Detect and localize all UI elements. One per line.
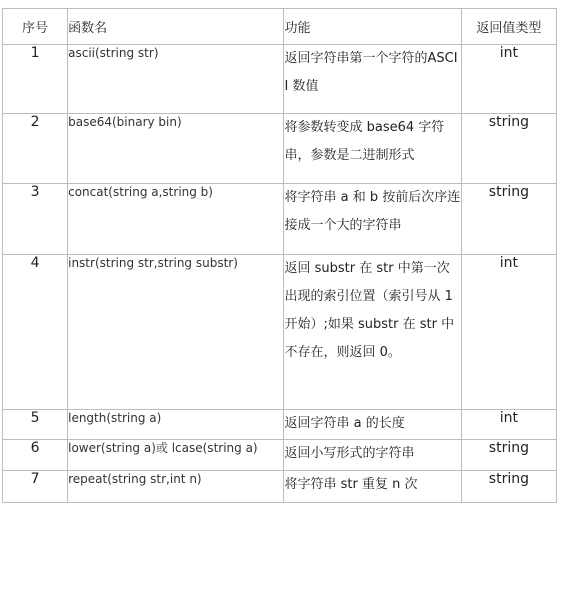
row-description: 将参数转变成 base64 字符串，参数是二进制形式 xyxy=(284,114,461,184)
row-function: length(string a) xyxy=(68,410,284,440)
table-body xyxy=(3,45,557,503)
table-row xyxy=(3,114,557,184)
row-description: 返回字符串 a 的长度 xyxy=(284,410,461,440)
row-description: 返回小写形式的字符串 xyxy=(284,440,461,471)
header-function: 函数名 xyxy=(68,9,284,45)
table-row xyxy=(3,184,557,255)
row-function: concat(string a,string b) xyxy=(68,184,284,255)
row-index: 5 xyxy=(3,410,68,440)
row-description: 将字符串 a 和 b 按前后次序连接成一个大的字符串 xyxy=(284,184,461,255)
row-index: 6 xyxy=(3,440,68,471)
row-index: 7 xyxy=(3,471,68,503)
row-index: 2 xyxy=(3,114,68,184)
row-function: instr(string str,string substr) xyxy=(68,255,284,410)
header-description: 功能 xyxy=(284,9,461,45)
row-index: 4 xyxy=(3,255,68,410)
row-return-type: int xyxy=(461,255,556,410)
row-function: lower(string a)或 lcase(string a) xyxy=(68,440,284,471)
row-return-type: string xyxy=(461,114,556,184)
row-return-type: string xyxy=(461,440,556,471)
row-function: base64(binary bin) xyxy=(68,114,284,184)
row-return-type: int xyxy=(461,45,556,114)
row-index: 3 xyxy=(3,184,68,255)
function-table xyxy=(2,8,557,503)
header-return-type: 返回值类型 xyxy=(461,9,556,45)
row-description: 返回字符串第一个字符的ASCII 数值 xyxy=(284,45,461,114)
table-row xyxy=(3,410,557,440)
table-row xyxy=(3,45,557,114)
header-row xyxy=(3,9,557,45)
row-description: 将字符串 str 重复 n 次 xyxy=(284,471,461,503)
row-function: repeat(string str,int n) xyxy=(68,471,284,503)
row-index: 1 xyxy=(3,45,68,114)
row-return-type: string xyxy=(461,184,556,255)
row-return-type: int xyxy=(461,410,556,440)
row-description: 返回 substr 在 str 中第一次出现的索引位置（索引号从 1 开始）;如果 substr 在 str 中不存在，则返回 0。 xyxy=(284,255,461,410)
row-function: ascii(string str) xyxy=(68,45,284,114)
table-row xyxy=(3,255,557,410)
header-index: 序号 xyxy=(3,9,68,45)
table-row xyxy=(3,440,557,471)
table-header xyxy=(3,9,557,45)
row-return-type: string xyxy=(461,471,556,503)
table-row xyxy=(3,471,557,503)
